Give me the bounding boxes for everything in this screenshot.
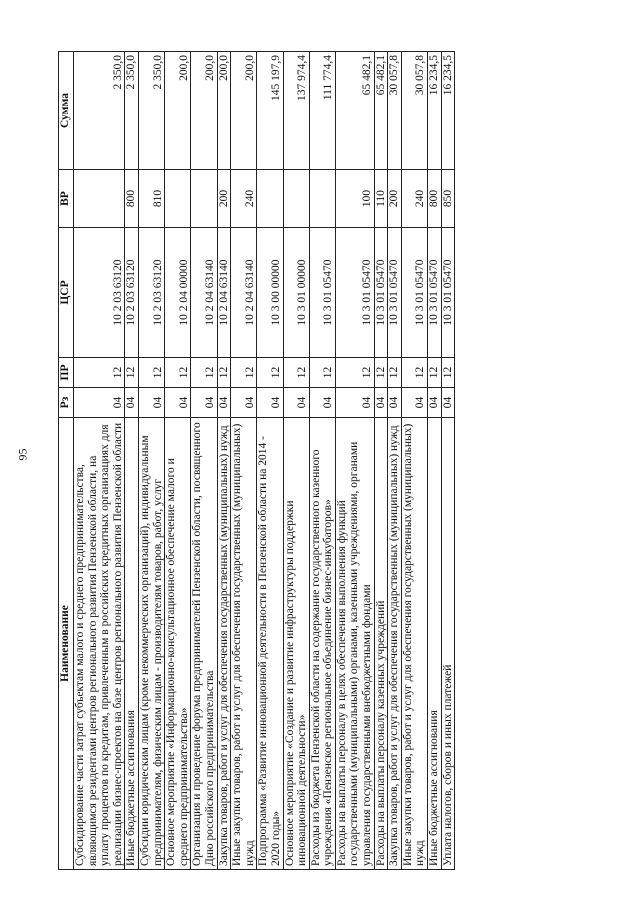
cell-vr: 850	[441, 170, 455, 228]
cell-rz: 04	[125, 388, 139, 418]
cell-sum: 200,0	[165, 52, 191, 170]
cell-csr: 10 3 01 05470	[335, 228, 374, 358]
cell-vr	[165, 170, 191, 228]
header-rz: Рз	[59, 388, 74, 418]
page-number: 95	[15, 448, 30, 461]
table-row	[335, 52, 374, 870]
cell-sum: 137 974,4	[283, 52, 309, 170]
cell-vr: 240	[231, 170, 257, 228]
cell-name: Закупка товаров, работ и услуг для обеспечения государственных (муниципальных) нужд	[388, 418, 402, 870]
budget-table	[58, 51, 455, 870]
cell-csr: 10 3 01 05470	[309, 228, 335, 358]
table-header-row	[59, 52, 74, 870]
cell-pr: 12	[138, 358, 164, 388]
header-sum: Сумма	[59, 52, 74, 170]
cell-name: Иные бюджетные ассигнования	[428, 418, 442, 870]
cell-sum: 200,0	[217, 52, 231, 170]
cell-rz: 04	[165, 388, 191, 418]
cell-vr: 100	[335, 170, 374, 228]
cell-pr: 12	[231, 358, 257, 388]
cell-vr	[283, 170, 309, 228]
cell-csr: 10 3 01 05470	[428, 228, 442, 358]
cell-name: Иные закупки товаров, работ и услуг для обеспечения государственных (муниципальных) нужд	[401, 418, 427, 870]
cell-name: Уплата налогов, сборов и иных платежей	[441, 418, 455, 870]
cell-pr: 12	[441, 358, 455, 388]
cell-name: Основное мероприятие «Создание и развитие инфраструктуры поддержки инновационной деятельности»	[283, 418, 309, 870]
cell-vr	[74, 170, 125, 228]
header-csr: ЦСР	[59, 228, 74, 358]
table-row	[191, 52, 217, 870]
cell-vr: 800	[428, 170, 442, 228]
cell-rz: 04	[283, 388, 309, 418]
cell-pr: 12	[165, 358, 191, 388]
cell-pr: 12	[309, 358, 335, 388]
cell-csr: 10 2 03 63120	[138, 228, 164, 358]
cell-vr: 200	[388, 170, 402, 228]
rotated-page-content	[58, 52, 583, 870]
cell-csr: 10 3 01 05470	[401, 228, 427, 358]
cell-rz: 04	[231, 388, 257, 418]
cell-vr: 800	[125, 170, 139, 228]
cell-pr: 12	[335, 358, 374, 388]
cell-name: Расходы на выплаты персоналу в целях обеспечения выполнения функций государственными (муниципальными) органами, казенными учреждениями, органами управления государственными внебюджетными фондами	[335, 418, 374, 870]
cell-csr: 10 2 03 63120	[74, 228, 125, 358]
cell-sum: 65 482,1	[374, 52, 388, 170]
cell-name: Субсидирование части затрат субъектам малого и среднего предпринимательства, являющимся резидентами центров регионального развития Пензенской области, на уплату процентов по кредитам, привлеченным в российских кредитных организациях для реализации бизнес-проектов на базе центров регионального развития Пензенской области	[74, 418, 125, 870]
cell-rz: 04	[335, 388, 374, 418]
header-pr: ПР	[59, 358, 74, 388]
cell-csr: 10 3 01 05470	[441, 228, 455, 358]
cell-sum: 30 057,8	[388, 52, 402, 170]
table-row	[283, 52, 309, 870]
cell-rz: 04	[138, 388, 164, 418]
cell-sum: 200,0	[191, 52, 217, 170]
table-row	[374, 52, 388, 870]
table-row	[257, 52, 283, 870]
cell-pr: 12	[191, 358, 217, 388]
cell-sum: 16 234,5	[428, 52, 442, 170]
table-row	[74, 52, 125, 870]
cell-vr	[191, 170, 217, 228]
cell-pr: 12	[125, 358, 139, 388]
cell-csr: 10 2 04 00000	[165, 228, 191, 358]
table-row	[401, 52, 427, 870]
cell-vr	[309, 170, 335, 228]
cell-rz: 04	[217, 388, 231, 418]
cell-name: Иные бюджетные ассигнования	[125, 418, 139, 870]
cell-rz: 04	[74, 388, 125, 418]
cell-sum: 2 350,0	[138, 52, 164, 170]
table-body	[74, 52, 455, 870]
cell-name: Подпрограмма «Развитие инновационной деятельности в Пензенской области на 2014 - 2020 годы»	[257, 418, 283, 870]
cell-csr: 10 2 03 63120	[125, 228, 139, 358]
cell-csr: 10 3 01 05470	[388, 228, 402, 358]
cell-name: Иные закупки товаров, работ и услуг для обеспечения государственных (муниципальных) нужд	[231, 418, 257, 870]
cell-vr: 240	[401, 170, 427, 228]
table-row	[165, 52, 191, 870]
table-row	[388, 52, 402, 870]
cell-vr: 200	[217, 170, 231, 228]
cell-name: Закупка товаров, работ и услуг для обеспечения государственных (муниципальных) нужд	[217, 418, 231, 870]
cell-sum: 2 350,0	[125, 52, 139, 170]
cell-name: Основное мероприятие «Информационно-консультационное обеспечение малого и среднего предпринимательства»	[165, 418, 191, 870]
cell-pr: 12	[428, 358, 442, 388]
cell-csr: 10 2 04 63140	[217, 228, 231, 358]
cell-rz: 04	[428, 388, 442, 418]
cell-csr: 10 2 04 63140	[231, 228, 257, 358]
table-row	[125, 52, 139, 870]
cell-name: Расходы на выплаты персоналу казенных учреждений	[374, 418, 388, 870]
table-row	[309, 52, 335, 870]
cell-sum: 30 057,8	[401, 52, 427, 170]
cell-name: Организация и проведение форума предпринимателей Пензенской области, посвященного Дню российского предпринимательства	[191, 418, 217, 870]
cell-rz: 04	[374, 388, 388, 418]
table-row	[428, 52, 442, 870]
cell-pr: 12	[257, 358, 283, 388]
cell-sum: 145 197,9	[257, 52, 283, 170]
cell-csr: 10 3 00 00000	[257, 228, 283, 358]
cell-vr: 110	[374, 170, 388, 228]
cell-rz: 04	[388, 388, 402, 418]
cell-rz: 04	[191, 388, 217, 418]
cell-sum: 2 350,0	[74, 52, 125, 170]
cell-rz: 04	[257, 388, 283, 418]
table-row	[217, 52, 231, 870]
cell-pr: 12	[374, 358, 388, 388]
cell-pr: 12	[74, 358, 125, 388]
cell-csr: 10 3 01 05470	[374, 228, 388, 358]
cell-sum: 200,0	[231, 52, 257, 170]
cell-pr: 12	[217, 358, 231, 388]
cell-vr: 810	[138, 170, 164, 228]
cell-rz: 04	[441, 388, 455, 418]
cell-pr: 12	[283, 358, 309, 388]
cell-vr	[257, 170, 283, 228]
cell-csr: 10 3 01 00000	[283, 228, 309, 358]
cell-name: Расходы из бюджета Пензенской области на содержание государственного казенного учреждения «Пензенское региональное объединение бизнес-инкубаторов»	[309, 418, 335, 870]
cell-rz: 04	[401, 388, 427, 418]
cell-rz: 04	[309, 388, 335, 418]
table-row	[138, 52, 164, 870]
cell-sum: 111 774,4	[309, 52, 335, 170]
cell-pr: 12	[401, 358, 427, 388]
table-row	[441, 52, 455, 870]
header-name: Наименование	[59, 418, 74, 870]
header-vr: ВР	[59, 170, 74, 228]
cell-name: Субсидии юридическим лицам (кроме некоммерческих организаций), индивидуальным предпринимателям, физическим лицам - производителям товаров, работ, услуг	[138, 418, 164, 870]
cell-sum: 16 234,5	[441, 52, 455, 170]
cell-sum: 65 482,1	[335, 52, 374, 170]
cell-csr: 10 2 04 63140	[191, 228, 217, 358]
cell-pr: 12	[388, 358, 402, 388]
table-row	[231, 52, 257, 870]
